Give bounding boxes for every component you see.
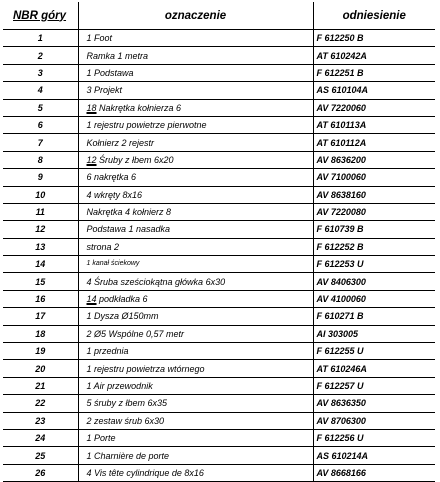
table-row — [3, 343, 435, 360]
row-designation: 2 Ø5 Wspólne 0,57 metr — [78, 325, 313, 342]
row-reference: F 612250 B — [313, 30, 435, 47]
parts-list-sheet — [3, 2, 437, 482]
row-number: 2 — [3, 47, 78, 64]
row-reference: AV 8638160 — [313, 186, 435, 203]
table-row — [3, 203, 435, 220]
table-row — [3, 273, 435, 290]
row-reference: AV 8636200 — [313, 151, 435, 168]
row-reference: AV 8406300 — [313, 273, 435, 290]
row-number: 21 — [3, 377, 78, 394]
table-row — [3, 82, 435, 99]
header-reference: odniesienie — [313, 2, 435, 30]
row-reference: F 612251 B — [313, 64, 435, 81]
row-number: 5 — [3, 99, 78, 116]
row-designation: Kołnierz 2 rejestr — [78, 134, 313, 151]
row-designation: 1 Air przewodnik — [78, 377, 313, 394]
row-reference: AS 610214A — [313, 447, 435, 464]
header-designation: oznaczenie — [78, 2, 313, 30]
table-row — [3, 116, 435, 133]
row-designation: 12 Śruby z łbem 6x20 — [78, 151, 313, 168]
table-row — [3, 169, 435, 186]
row-designation: 14 podkładka 6 — [78, 290, 313, 307]
table-row — [3, 221, 435, 238]
row-reference: F 612253 U — [313, 256, 435, 273]
row-designation: 4 Śruba sześciokątna główka 6x30 — [78, 273, 313, 290]
row-reference: AT 610112A — [313, 134, 435, 151]
row-reference: F 612257 U — [313, 377, 435, 394]
row-designation: Ramka 1 metra — [78, 47, 313, 64]
header-row — [3, 2, 435, 30]
table-row — [3, 464, 435, 481]
row-number: 4 — [3, 82, 78, 99]
row-reference: F 610739 B — [313, 221, 435, 238]
row-designation: 2 zestaw śrub 6x30 — [78, 412, 313, 429]
row-number: 8 — [3, 151, 78, 168]
table-row — [3, 360, 435, 377]
row-reference: AV 8636350 — [313, 395, 435, 412]
table-row — [3, 99, 435, 116]
row-designation: 1 Foot — [78, 30, 313, 47]
table-body — [3, 30, 435, 482]
row-number: 11 — [3, 203, 78, 220]
row-reference: AV 7100060 — [313, 169, 435, 186]
row-reference: AV 4100060 — [313, 290, 435, 307]
table-row — [3, 325, 435, 342]
row-number: 25 — [3, 447, 78, 464]
row-designation: 1 rejestru powietrze pierwotne — [78, 116, 313, 133]
table-row — [3, 134, 435, 151]
row-reference: AS 610104A — [313, 82, 435, 99]
row-number: 6 — [3, 116, 78, 133]
row-designation: 1 Dysza Ø150mm — [78, 308, 313, 325]
row-designation: 3 Projekt — [78, 82, 313, 99]
quantity-mark: 14 — [86, 294, 97, 305]
row-designation: 18 Nakrętka kołnierza 6 — [78, 99, 313, 116]
table-row — [3, 47, 435, 64]
row-number: 20 — [3, 360, 78, 377]
row-reference: F 612256 U — [313, 429, 435, 446]
table-row — [3, 377, 435, 394]
table-row — [3, 238, 435, 255]
row-reference: AV 8706300 — [313, 412, 435, 429]
row-designation: 1 Podstawa — [78, 64, 313, 81]
row-designation: 1 Porte — [78, 429, 313, 446]
row-number: 13 — [3, 238, 78, 255]
row-designation: 5 śruby z łbem 6x35 — [78, 395, 313, 412]
table-row — [3, 447, 435, 464]
header-nbr: NBR góry — [3, 2, 78, 30]
table-row — [3, 64, 435, 81]
table-row — [3, 151, 435, 168]
parts-table — [3, 2, 435, 482]
row-reference: AV 7220060 — [313, 99, 435, 116]
row-designation: 1 rejestru powietrza wtórnego — [78, 360, 313, 377]
row-number: 16 — [3, 290, 78, 307]
row-designation: 4 wkręty 8x16 — [78, 186, 313, 203]
table-row — [3, 290, 435, 307]
row-number: 15 — [3, 273, 78, 290]
row-number: 18 — [3, 325, 78, 342]
row-reference: AV 7220080 — [313, 203, 435, 220]
row-number: 1 — [3, 30, 78, 47]
row-reference: AI 303005 — [313, 325, 435, 342]
row-reference: AT 610113A — [313, 116, 435, 133]
row-number: 22 — [3, 395, 78, 412]
row-number: 10 — [3, 186, 78, 203]
row-reference: F 612255 U — [313, 343, 435, 360]
quantity-mark: 18 — [86, 102, 97, 113]
row-designation: 1 Charnière de porte — [78, 447, 313, 464]
table-row — [3, 186, 435, 203]
row-designation: Podstawa 1 nasadka — [78, 221, 313, 238]
table-row — [3, 395, 435, 412]
row-designation: strona 2 — [78, 238, 313, 255]
table-row — [3, 256, 435, 273]
table-row — [3, 412, 435, 429]
row-reference: AV 8668166 — [313, 464, 435, 481]
row-reference: F 612252 B — [313, 238, 435, 255]
table-row — [3, 308, 435, 325]
row-number: 3 — [3, 64, 78, 81]
row-number: 24 — [3, 429, 78, 446]
row-reference: F 610271 B — [313, 308, 435, 325]
table-row — [3, 429, 435, 446]
row-number: 14 — [3, 256, 78, 273]
table-row — [3, 30, 435, 47]
row-designation: Nakrętka 4 kołnierz 8 — [78, 203, 313, 220]
quantity-mark: 12 — [86, 154, 97, 165]
row-number: 12 — [3, 221, 78, 238]
row-number: 17 — [3, 308, 78, 325]
row-designation: 6 nakrętka 6 — [78, 169, 313, 186]
row-number: 26 — [3, 464, 78, 481]
row-number: 7 — [3, 134, 78, 151]
row-number: 9 — [3, 169, 78, 186]
row-designation: 1 kanał ściekowy — [78, 256, 313, 273]
row-reference: AT 610246A — [313, 360, 435, 377]
row-number: 19 — [3, 343, 78, 360]
row-number: 23 — [3, 412, 78, 429]
row-designation: 4 Vis tête cylindrique de 8x16 — [78, 464, 313, 481]
row-designation: 1 przednia — [78, 343, 313, 360]
row-reference: AT 610242A — [313, 47, 435, 64]
